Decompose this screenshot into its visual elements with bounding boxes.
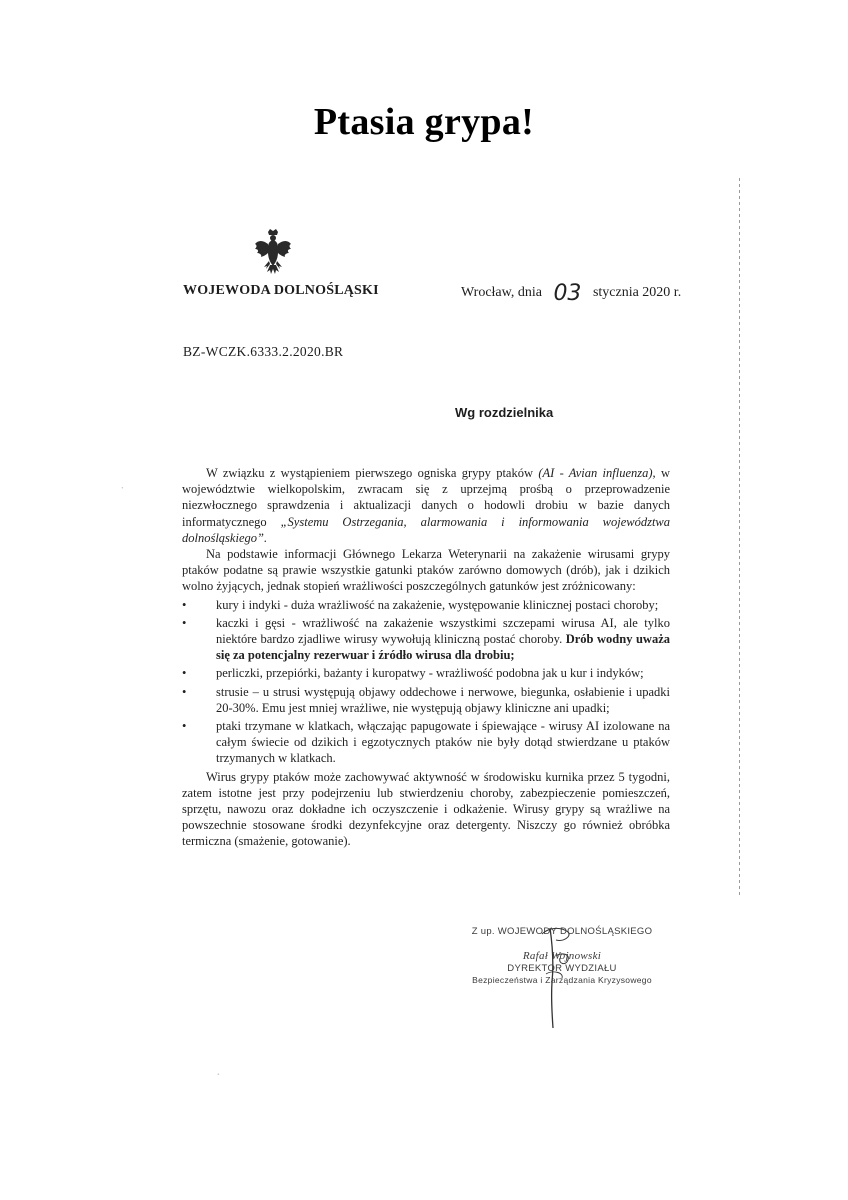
polish-eagle-emblem-icon — [253, 228, 293, 278]
list-item — [182, 684, 670, 716]
page-title: Ptasia grypa! — [313, 101, 535, 143]
scan-margin-line — [739, 178, 740, 898]
scan-speck: · — [216, 1068, 221, 1083]
issuer-name: WOJEWODA DOLNOŚLĄSKI — [183, 283, 379, 298]
signature-block — [452, 922, 672, 1032]
list-item-text: perliczki, przepiórki, bażanty i kuropatwy - wrażliwość podobna jak u kur i indyków; — [216, 666, 644, 681]
signatory-title: DYREKTOR WYDZIAŁU — [507, 963, 617, 974]
paragraph-intro — [182, 465, 670, 546]
list-item-text: ptaki trzymane w klatkach, włączając papugowate i śpiewające - wirusy AI izolowane na całym świecie od dzikich i egzotycznych ptaków nie były dotąd stwierdzane u ptaków trzymanych w klatkach. — [216, 719, 670, 766]
list-item-text: strusie – u strusi występują objawy oddechowe i nerwowe, biegunka, osłabienie i upadki 20-30%. Emu jest mniej wrażliwe, nie występują objawy kliniczne ani upadki; — [216, 684, 670, 715]
handwritten-day: 03 — [553, 281, 582, 306]
species-list — [182, 597, 670, 767]
list-item-text: kaczki i gęsi - wrażliwość na zakażenie wszystkimi szczepami wirusa AI, ale tylko niektóre bardzo zjadliwe wirusy wywołują kliniczną postać choroby. — [216, 615, 670, 647]
scan-speck: ˙ — [120, 485, 125, 500]
paragraph-virus-survival: Wirus grypy ptaków może zachowywać aktywność w środowisku kurnika przez 5 tygodni, zatem istotne jest przy podejrzeniu lub stwierdzeniu choroby, zabezpieczenie pomieszczeń, sprzętu, nawozu oraz dokładne ich oczyszczenie i odkażenie. Wirusy grypy są wrażliwe na powszechnie stosowane środki dezynfekcyjne oraz detergenty. Niszczy go również obróbka termiczna (smażenie, gotowanie). — [182, 769, 670, 849]
avian-influenza-term: (AI - Avian influenza), — [538, 466, 656, 480]
paragraph-intro-text-2: w województwie wielkopolskim, zwracam się z uprzejmą prośbą o przeprowadzenie niezwłocznego sprawdzenia i aktualizacji danych o hodowli drobiu w bazie danych informatycznego — [182, 466, 671, 529]
reference-number: BZ-WCZK.6333.2.2020.BR — [183, 344, 344, 359]
addressee: Wg rozdzielnika — [455, 405, 554, 420]
bullet-icon: • — [182, 666, 187, 681]
list-item — [182, 665, 670, 681]
list-item — [182, 597, 670, 613]
bullet-icon: • — [182, 597, 187, 612]
letter-body — [182, 465, 670, 850]
list-item-text: kury i indyki - duża wrażliwość na zakażenie, występowanie klinicznej postaci choroby; — [216, 597, 659, 612]
place-and-date — [461, 281, 681, 306]
bullet-icon: • — [182, 615, 187, 630]
paragraph-intro-text: W związku z wystąpieniem pierwszego ogniska grypy ptaków — [206, 466, 539, 480]
bullet-icon: • — [182, 719, 187, 734]
signature-on-behalf: Z up. WOJEWODY DOLNOŚLĄSKIEGO — [471, 926, 653, 937]
place-date-suffix: stycznia 2020 r. — [592, 285, 682, 300]
list-item — [182, 718, 670, 767]
signatory-department: Bezpieczeństwa i Zarządzania Kryzysowego — [472, 975, 652, 985]
list-item-emphasis: Drób wodny uważa się za potencjalny rezerwuar i źródło wirusa dla drobiu; — [216, 632, 670, 663]
bullet-icon: • — [182, 684, 187, 699]
paragraph-susceptibility: Na podstawie informacji Głównego Lekarza Weterynarii na zakażenie wirusami grypy ptaków podatne są prawie wszystkie gatunki ptaków zarówno domowych (drób), jak i dzikich wolno żyjących, jednak stopień wrażliwości poszczególnych gatunków jest zróżnicowany: — [182, 547, 670, 594]
system-name: „Systemu Ostrzegania, alarmowania i informowania województwa dolnośląskiego”. — [182, 514, 670, 545]
place-date-prefix: Wrocław, dnia — [461, 285, 542, 300]
list-item — [182, 615, 670, 664]
signatory-name: Rafał Wojnowski — [522, 950, 602, 962]
